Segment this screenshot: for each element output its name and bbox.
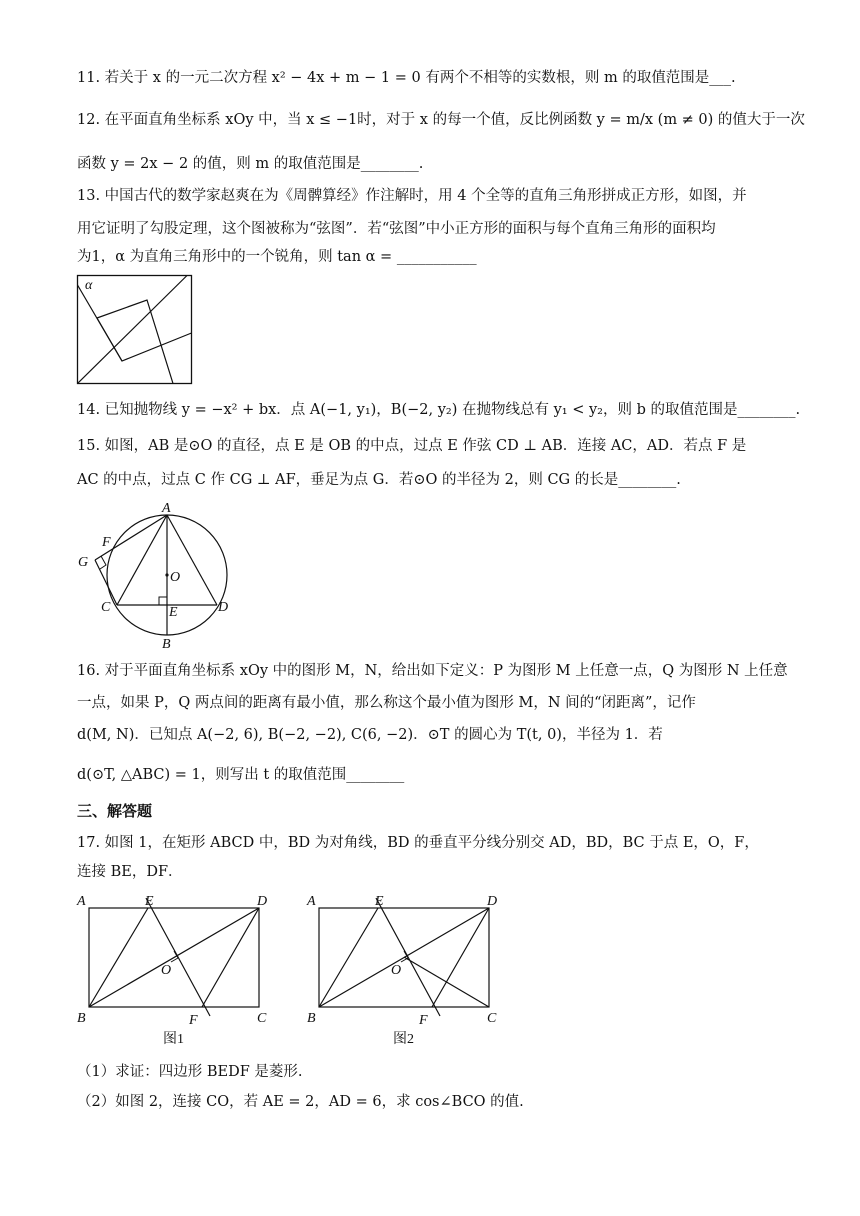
question-16-line-4: d(⊙T, △ABC) = 1，则写出 t 的取值范围________ [77,767,405,783]
fig1-point-o-label: O [161,963,172,978]
fig1-point-c-label: C [257,1011,267,1026]
rectangle-figure-2 [305,890,505,1050]
fig2-point-b-label: B [307,1011,316,1026]
question-12-line-1: 12. 在平面直角坐标系 xOy 中，当 x ≤ −1时，对于 x 的每一个值，反比例函数 y = m/x (m ≠ 0) 的值大于一次 [77,112,805,128]
fig2-point-c-label: C [487,1011,497,1026]
point-a-label: A [162,501,171,516]
point-o-label: O [170,570,181,585]
question-13-line-1: 13. 中国古代的数学家赵爽在为《周髀算经》作注解时，用 4 个全等的直角三角形拼成正方形，如图，并 [77,188,747,204]
question-11: 11. 若关于 x 的一元二次方程 x² − 4x + m − 1 = 0 有两个不相等的实数根，则 m 的取值范围是___. [77,70,736,86]
fig1-point-a-label: A [77,894,86,909]
zhao-shuang-string-figure [77,275,193,385]
question-16-line-3: d(M, N)．已知点 A(−2, 6), B(−2, −2), C(6, −2)．⊙T 的圆心为 T(t, 0)，半径为 1．若 [77,727,663,743]
point-e-label: E [169,605,178,620]
fig1-point-d-label: D [257,894,268,909]
question-15-line-1: 15. 如图，AB 是⊙O 的直径，点 E 是 OB 的中点，过点 E 作弦 CD ⊥ AB．连接 AC，AD．若点 F 是 [77,438,747,454]
question-16-line-2: 一点，如果 P，Q 两点间的距离有最小值，那么称这个最小值为图形 M，N 间的“闭距离”，记作 [77,695,696,711]
fig2-point-d-label: D [487,894,498,909]
question-17-part-2: （2）如图 2，连接 CO，若 AE = 2，AD = 6，求 cos∠BCO 的值. [77,1094,524,1110]
question-15-line-2: AC 的中点，过点 C 作 CG ⊥ AF，垂足为点 G．若⊙O 的半径为 2，则 CG 的长是________. [77,472,681,488]
circle-geometry-figure [75,500,245,650]
point-f-label: F [102,535,111,550]
fig2-point-o-label: O [391,963,402,978]
fig1-point-e-label: E [145,894,154,909]
fig2-point-f-label: F [419,1013,428,1028]
point-b-label: B [162,637,171,652]
question-12-line-2: 函数 y = 2x − 2 的值，则 m 的取值范围是________. [77,156,424,172]
rectangle-figure-1 [75,890,275,1050]
point-c-label: C [101,600,111,615]
question-17-part-1: （1）求证：四边形 BEDF 是菱形. [77,1064,303,1080]
fig1-point-f-label: F [189,1013,198,1028]
alpha-label: α [85,278,93,293]
question-13-line-2: 用它证明了勾股定理，这个图被称为“弦图”．若“弦图”中小正方形的面积与每个直角三角形的面积均 [77,221,716,237]
fig1-point-b-label: B [77,1011,86,1026]
section-heading: 三、解答题 [77,802,153,820]
question-17-line-2: 连接 BE，DF． [77,864,183,880]
question-14: 14. 已知抛物线 y = −x² + bx．点 A(−1, y₁)，B(−2, y₂) 在抛物线总有 y₁ < y₂，则 b 的取值范围是________. [77,402,801,418]
point-g-label: G [78,555,89,570]
fig2-caption: 图2 [393,1032,414,1047]
question-17-line-1: 17. 如图 1，在矩形 ABCD 中，BD 为对角线，BD 的垂直平分线分别交 AD，BD，BC 于点 E，O，F， [77,835,759,851]
question-13-line-3: 为1，α 为直角三角形中的一个锐角，则 tan α = ___________ [77,249,477,265]
point-d-label: D [218,600,229,615]
fig2-point-a-label: A [307,894,316,909]
fig2-point-e-label: E [375,894,384,909]
question-16-line-1: 16. 对于平面直角坐标系 xOy 中的图形 M，N，给出如下定义：P 为图形 M 上任意一点，Q 为图形 N 上任意 [77,663,788,679]
fig1-caption: 图1 [163,1032,184,1047]
